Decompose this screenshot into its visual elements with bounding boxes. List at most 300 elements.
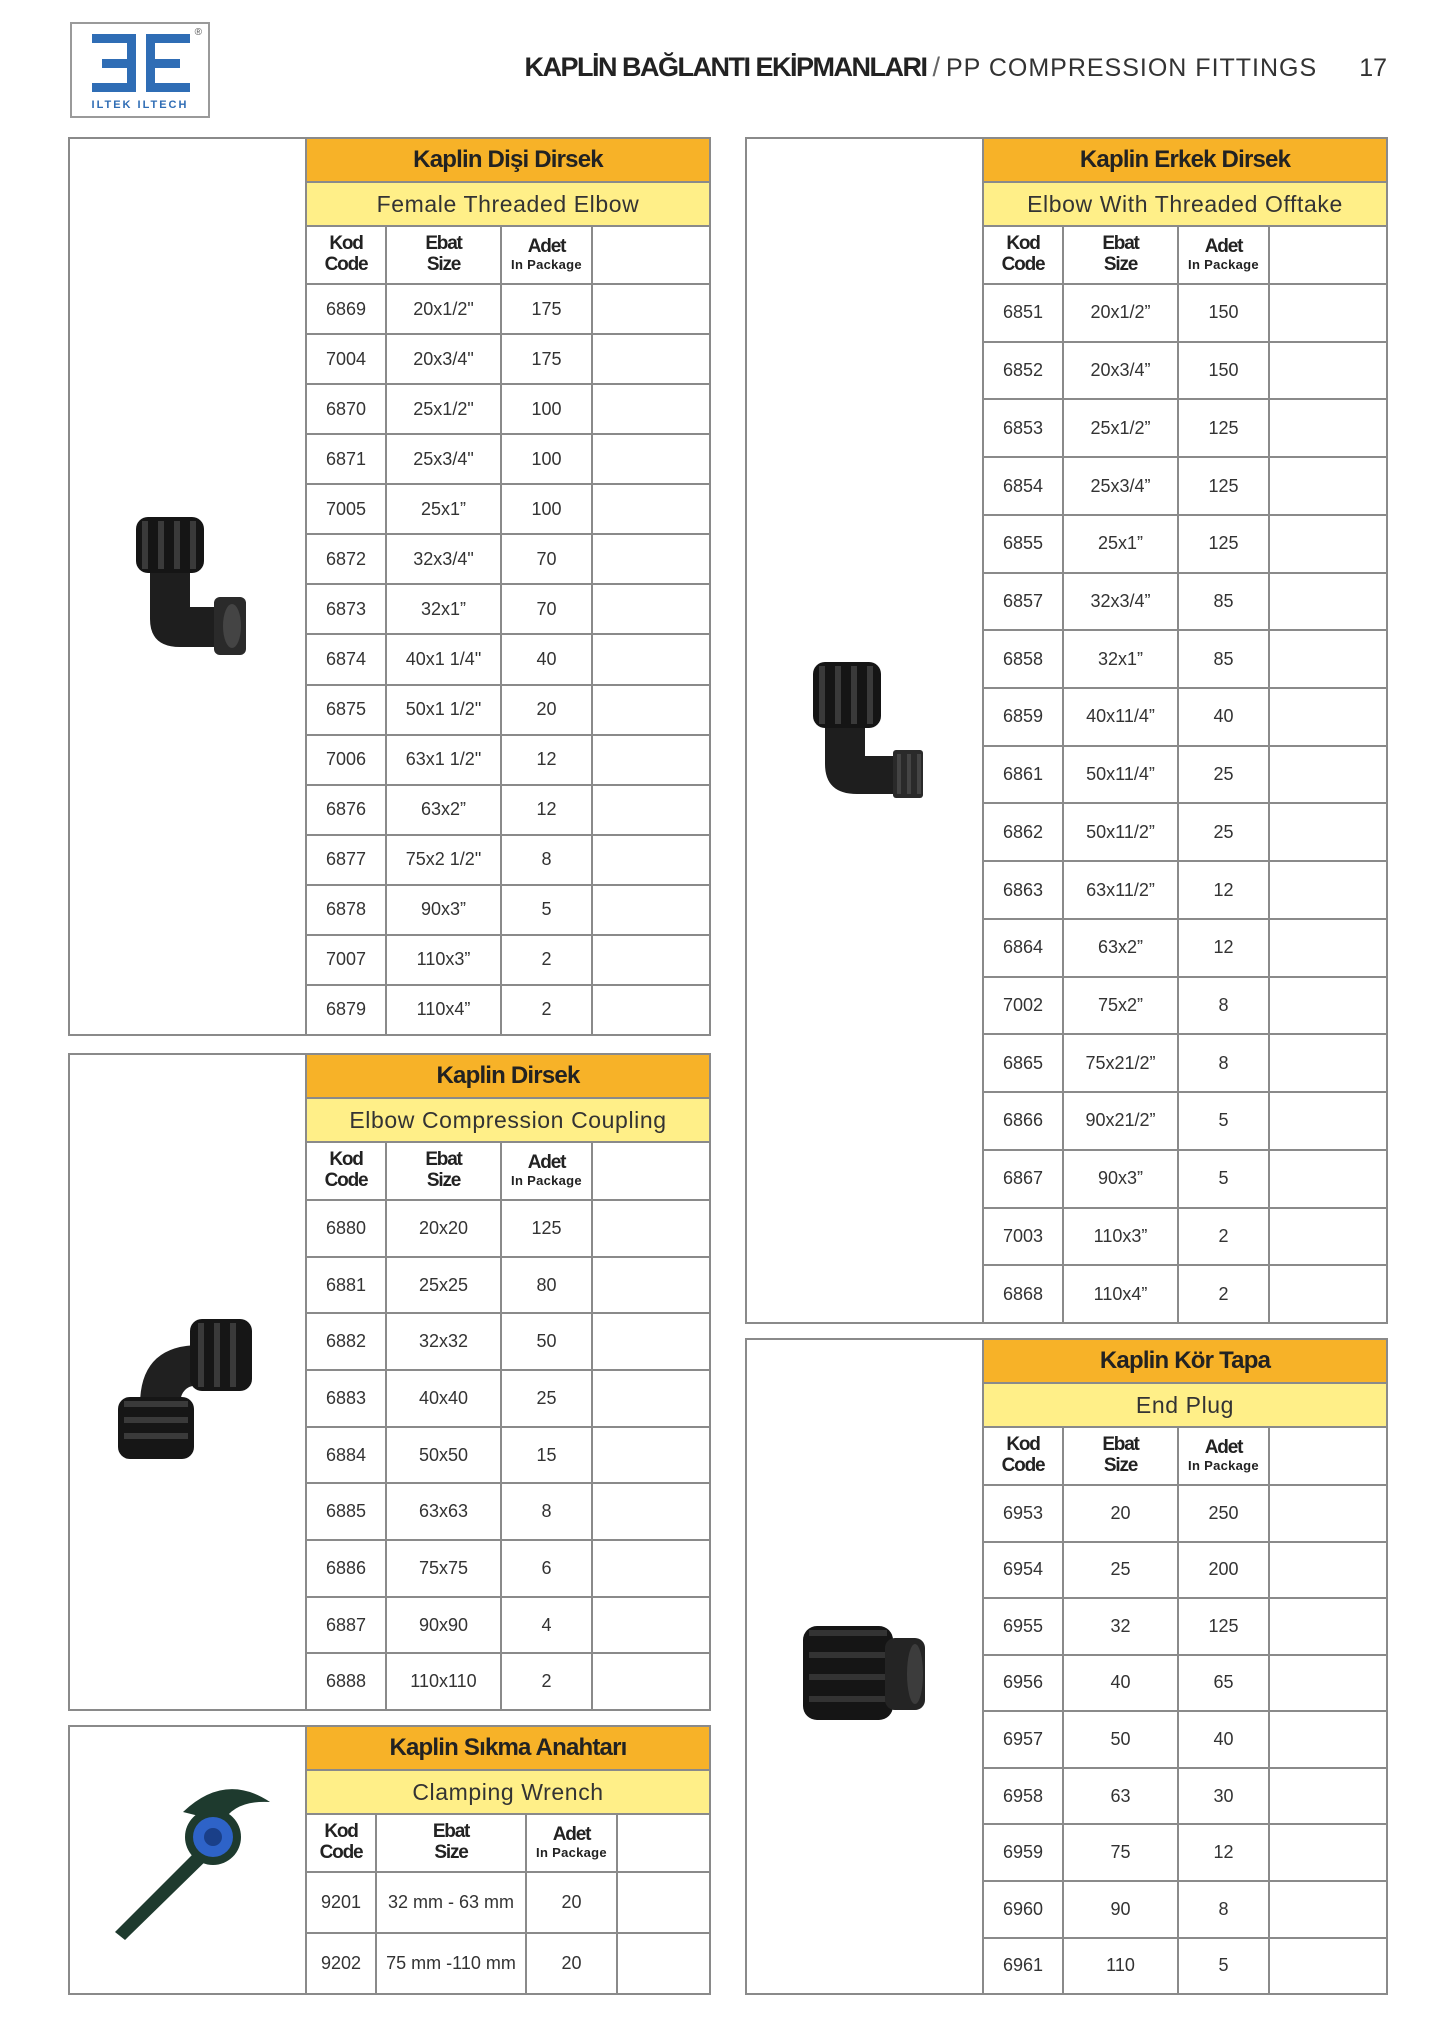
empty-cell xyxy=(1270,1209,1386,1265)
wrench-block xyxy=(68,1725,711,1995)
empty-cell xyxy=(593,1258,709,1313)
code-cell: 6880 xyxy=(307,1201,387,1256)
qty-cell: 40 xyxy=(502,635,593,683)
wrench-column-header xyxy=(307,1815,709,1873)
empty-cell xyxy=(593,1371,709,1426)
code-cell: 6863 xyxy=(984,862,1064,918)
qty-cell: 125 xyxy=(1179,516,1270,572)
logo-text: ILTEK ILTECH xyxy=(91,99,189,111)
qty-column-header: Adet In Package xyxy=(1179,1428,1270,1484)
empty-cell xyxy=(1270,343,1386,399)
code-cell: 6859 xyxy=(984,689,1064,745)
code-cell: 6868 xyxy=(984,1266,1064,1322)
female-elbow-column-header xyxy=(307,227,709,285)
size-cell: 20x3/4” xyxy=(1064,343,1179,399)
wrench-title-en: Clamping Wrench xyxy=(307,1771,709,1815)
empty-cell xyxy=(593,335,709,383)
table-row xyxy=(307,1934,709,1993)
qty-cell: 150 xyxy=(1179,285,1270,341)
table-row xyxy=(307,1258,709,1315)
empty-cell xyxy=(593,786,709,834)
code-cell: 6879 xyxy=(307,986,387,1034)
qty-cell: 20 xyxy=(502,686,593,734)
table-row xyxy=(307,1598,709,1655)
code-cell: 6886 xyxy=(307,1541,387,1596)
page-heading xyxy=(524,52,1387,83)
empty-cell xyxy=(593,836,709,884)
end-plug-block xyxy=(745,1338,1388,1995)
female-elbow-title-tr: Kaplin Dişi Dirsek xyxy=(307,139,709,183)
size-cell: 32x1” xyxy=(1064,631,1179,687)
qty-column-header: Adet In Package xyxy=(527,1815,618,1871)
qty-cell: 100 xyxy=(502,485,593,533)
size-cell: 63x2” xyxy=(387,786,502,834)
empty-cell xyxy=(1270,1939,1386,1994)
size-cell: 25x1/2" xyxy=(387,385,502,433)
qty-cell: 40 xyxy=(1179,689,1270,745)
empty-column-header xyxy=(618,1815,709,1871)
code-cell: 6854 xyxy=(984,458,1064,514)
size-cell: 75 xyxy=(1064,1825,1179,1880)
code-cell: 6955 xyxy=(984,1599,1064,1654)
size-cell: 75 mm -110 mm xyxy=(377,1934,527,1993)
elbow-coupling-fitting-icon xyxy=(110,1305,270,1465)
code-cell: 6852 xyxy=(984,343,1064,399)
size-cell: 25x1” xyxy=(1064,516,1179,572)
code-cell: 9202 xyxy=(307,1934,377,1993)
qty-cell: 6 xyxy=(502,1541,593,1596)
empty-cell xyxy=(1270,1656,1386,1711)
size-cell: 63x11/2” xyxy=(1064,862,1179,918)
code-cell: 6866 xyxy=(984,1093,1064,1149)
size-cell: 110x110 xyxy=(387,1654,502,1709)
code-cell: 6954 xyxy=(984,1543,1064,1598)
code-cell: 6851 xyxy=(984,285,1064,341)
size-column-header: Ebat Size xyxy=(1064,227,1179,283)
end-plug-title-en: End Plug xyxy=(984,1384,1386,1428)
size-cell: 25x3/4" xyxy=(387,435,502,483)
qty-cell: 50 xyxy=(502,1314,593,1369)
size-cell: 90x21/2” xyxy=(1064,1093,1179,1149)
qty-cell: 2 xyxy=(502,1654,593,1709)
code-cell: 6885 xyxy=(307,1484,387,1539)
empty-cell xyxy=(1270,1543,1386,1598)
code-cell: 6960 xyxy=(984,1882,1064,1937)
qty-cell: 125 xyxy=(1179,400,1270,456)
qty-cell: 8 xyxy=(1179,978,1270,1034)
empty-cell xyxy=(1270,400,1386,456)
table-row xyxy=(307,886,709,936)
code-cell: 6953 xyxy=(984,1486,1064,1541)
table-row xyxy=(984,1543,1386,1600)
code-cell: 6876 xyxy=(307,786,387,834)
table-row xyxy=(984,1599,1386,1656)
empty-cell xyxy=(1270,458,1386,514)
size-cell: 50x11/2” xyxy=(1064,804,1179,860)
empty-cell xyxy=(1270,1825,1386,1880)
size-column-header: Ebat Size xyxy=(377,1815,527,1871)
empty-cell xyxy=(593,1541,709,1596)
qty-cell: 100 xyxy=(502,435,593,483)
table-row xyxy=(984,1882,1386,1939)
size-cell: 63 xyxy=(1064,1769,1179,1824)
qty-cell: 12 xyxy=(1179,920,1270,976)
empty-cell xyxy=(1270,978,1386,1034)
qty-column-header: Adet In Package xyxy=(502,227,593,283)
empty-cell xyxy=(1270,1266,1386,1322)
code-cell: 6877 xyxy=(307,836,387,884)
table-row xyxy=(984,920,1386,978)
empty-cell xyxy=(1270,1882,1386,1937)
table-row xyxy=(307,1201,709,1258)
empty-cell xyxy=(1270,804,1386,860)
code-cell: 6864 xyxy=(984,920,1064,976)
page-number: 17 xyxy=(1359,54,1387,82)
table-row xyxy=(984,1712,1386,1769)
table-row xyxy=(307,836,709,886)
table-row xyxy=(307,335,709,385)
qty-cell: 2 xyxy=(1179,1209,1270,1265)
qty-cell: 2 xyxy=(502,936,593,984)
empty-column-header xyxy=(593,227,709,283)
wrench-rows xyxy=(307,1873,709,1993)
size-cell: 110x4” xyxy=(387,986,502,1034)
code-column-header: Kod Code xyxy=(307,1815,377,1871)
empty-cell xyxy=(593,886,709,934)
table-row xyxy=(984,458,1386,516)
size-column-header: Ebat Size xyxy=(387,227,502,283)
table-row xyxy=(984,1486,1386,1543)
male-elbow-column-header xyxy=(984,227,1386,285)
code-cell: 6865 xyxy=(984,1035,1064,1091)
empty-column-header xyxy=(593,1143,709,1199)
code-cell: 7004 xyxy=(307,335,387,383)
size-cell: 63x2” xyxy=(1064,920,1179,976)
female-elbow-fitting-icon xyxy=(128,509,258,659)
code-cell: 6870 xyxy=(307,385,387,433)
empty-cell xyxy=(593,1484,709,1539)
qty-cell: 30 xyxy=(1179,1769,1270,1824)
code-cell: 6883 xyxy=(307,1371,387,1426)
male-elbow-rows xyxy=(984,285,1386,1322)
empty-cell xyxy=(593,1428,709,1483)
size-cell: 50x1 1/2" xyxy=(387,686,502,734)
table-row xyxy=(984,516,1386,574)
table-row xyxy=(984,747,1386,805)
size-cell: 50x11/4” xyxy=(1064,747,1179,803)
size-column-header: Ebat Size xyxy=(387,1143,502,1199)
table-row xyxy=(984,1151,1386,1209)
end-plug-title-tr: Kaplin Kör Tapa xyxy=(984,1340,1386,1384)
table-row xyxy=(307,736,709,786)
male-elbow-block xyxy=(745,137,1388,1324)
table-row xyxy=(984,343,1386,401)
size-cell: 32x3/4" xyxy=(387,535,502,583)
size-cell: 110 xyxy=(1064,1939,1179,1994)
code-column-header: Kod Code xyxy=(984,1428,1064,1484)
qty-column-header: Adet In Package xyxy=(1179,227,1270,283)
size-cell: 32 xyxy=(1064,1599,1179,1654)
table-row xyxy=(307,1873,709,1934)
code-column-header: Kod Code xyxy=(307,227,387,283)
registered-mark: ® xyxy=(194,27,202,38)
size-column-header: Ebat Size xyxy=(1064,1428,1179,1484)
code-cell: 6873 xyxy=(307,585,387,633)
size-cell: 110x3” xyxy=(1064,1209,1179,1265)
size-cell: 20x20 xyxy=(387,1201,502,1256)
size-cell: 75x2” xyxy=(1064,978,1179,1034)
size-cell: 32x3/4” xyxy=(1064,574,1179,630)
code-cell: 6884 xyxy=(307,1428,387,1483)
size-cell: 40 xyxy=(1064,1656,1179,1711)
qty-cell: 70 xyxy=(502,585,593,633)
table-row xyxy=(984,1209,1386,1267)
code-cell: 6875 xyxy=(307,686,387,734)
code-cell: 6869 xyxy=(307,285,387,333)
end-plug-fitting-icon xyxy=(797,1618,937,1728)
logo-mark-icon xyxy=(82,32,200,94)
empty-cell xyxy=(593,1201,709,1256)
size-cell: 40x40 xyxy=(387,1371,502,1426)
table-row xyxy=(307,385,709,435)
empty-cell xyxy=(1270,631,1386,687)
size-cell: 25x3/4” xyxy=(1064,458,1179,514)
table-row xyxy=(984,1656,1386,1713)
code-column-header: Kod Code xyxy=(307,1143,387,1199)
table-row xyxy=(984,1939,1386,1994)
size-cell: 25x1/2” xyxy=(1064,400,1179,456)
code-cell: 6887 xyxy=(307,1598,387,1653)
empty-cell xyxy=(1270,1035,1386,1091)
empty-cell xyxy=(1270,1486,1386,1541)
qty-cell: 5 xyxy=(1179,1093,1270,1149)
male-elbow-fitting-icon xyxy=(807,654,937,804)
elbow-coupling-photo xyxy=(70,1055,307,1709)
elbow-coupling-column-header xyxy=(307,1143,709,1201)
table-row xyxy=(307,1314,709,1371)
wrench-photo xyxy=(70,1727,307,1993)
code-cell: 6857 xyxy=(984,574,1064,630)
size-cell: 110x3” xyxy=(387,936,502,984)
size-cell: 63x63 xyxy=(387,1484,502,1539)
empty-cell xyxy=(1270,516,1386,572)
qty-cell: 175 xyxy=(502,285,593,333)
empty-cell xyxy=(593,1654,709,1709)
size-cell: 75x75 xyxy=(387,1541,502,1596)
female-elbow-title-en: Female Threaded Elbow xyxy=(307,183,709,227)
empty-cell xyxy=(1270,1712,1386,1767)
qty-cell: 5 xyxy=(1179,1151,1270,1207)
size-cell: 50 xyxy=(1064,1712,1179,1767)
table-row xyxy=(984,1035,1386,1093)
size-cell: 75x21/2” xyxy=(1064,1035,1179,1091)
code-cell: 6957 xyxy=(984,1712,1064,1767)
empty-cell xyxy=(1270,1093,1386,1149)
code-cell: 7005 xyxy=(307,485,387,533)
size-cell: 40x1 1/4" xyxy=(387,635,502,683)
size-cell: 32 mm - 63 mm xyxy=(377,1873,527,1932)
qty-cell: 5 xyxy=(502,886,593,934)
code-cell: 6888 xyxy=(307,1654,387,1709)
qty-cell: 70 xyxy=(502,535,593,583)
table-row xyxy=(307,1371,709,1428)
table-row xyxy=(307,1484,709,1541)
empty-cell xyxy=(593,1598,709,1653)
size-cell: 90 xyxy=(1064,1882,1179,1937)
size-cell: 63x1 1/2" xyxy=(387,736,502,784)
empty-cell xyxy=(1270,689,1386,745)
female-elbow-block xyxy=(68,137,711,1036)
size-cell: 90x3” xyxy=(387,886,502,934)
table-row xyxy=(307,635,709,685)
table-row xyxy=(984,978,1386,1036)
empty-cell xyxy=(1270,1769,1386,1824)
code-cell: 6958 xyxy=(984,1769,1064,1824)
code-cell: 6961 xyxy=(984,1939,1064,1994)
male-elbow-photo xyxy=(747,139,984,1322)
size-cell: 32x32 xyxy=(387,1314,502,1369)
empty-cell xyxy=(593,986,709,1034)
female-elbow-rows xyxy=(307,285,709,1034)
table-row xyxy=(984,804,1386,862)
code-cell: 6853 xyxy=(984,400,1064,456)
empty-cell xyxy=(593,936,709,984)
table-row xyxy=(984,1825,1386,1882)
qty-cell: 80 xyxy=(502,1258,593,1313)
elbow-coupling-title-tr: Kaplin Dirsek xyxy=(307,1055,709,1099)
empty-cell xyxy=(593,736,709,784)
male-elbow-title-en: Elbow With Threaded Offtake xyxy=(984,183,1386,227)
empty-cell xyxy=(593,285,709,333)
empty-cell xyxy=(1270,1599,1386,1654)
size-cell: 90x3” xyxy=(1064,1151,1179,1207)
qty-cell: 8 xyxy=(502,836,593,884)
empty-cell xyxy=(593,1314,709,1369)
empty-cell xyxy=(593,535,709,583)
qty-cell: 100 xyxy=(502,385,593,433)
table-row xyxy=(307,285,709,335)
empty-cell xyxy=(593,635,709,683)
code-cell: 6881 xyxy=(307,1258,387,1313)
table-row xyxy=(984,689,1386,747)
code-cell: 6959 xyxy=(984,1825,1064,1880)
size-cell: 25x25 xyxy=(387,1258,502,1313)
qty-cell: 5 xyxy=(1179,1939,1270,1994)
end-plug-photo xyxy=(747,1340,984,1993)
size-cell: 90x90 xyxy=(387,1598,502,1653)
code-cell: 6858 xyxy=(984,631,1064,687)
table-row xyxy=(307,1654,709,1709)
table-row xyxy=(307,1428,709,1485)
qty-cell: 20 xyxy=(527,1873,618,1932)
empty-cell xyxy=(1270,920,1386,976)
qty-cell: 150 xyxy=(1179,343,1270,399)
code-cell: 6867 xyxy=(984,1151,1064,1207)
elbow-coupling-block xyxy=(68,1053,711,1711)
qty-cell: 4 xyxy=(502,1598,593,1653)
table-row xyxy=(307,986,709,1034)
male-elbow-title-tr: Kaplin Erkek Dirsek xyxy=(984,139,1386,183)
elbow-coupling-title-en: Elbow Compression Coupling xyxy=(307,1099,709,1143)
female-elbow-photo xyxy=(70,139,307,1034)
qty-cell: 85 xyxy=(1179,574,1270,630)
qty-cell: 8 xyxy=(502,1484,593,1539)
qty-cell: 12 xyxy=(1179,1825,1270,1880)
qty-cell: 2 xyxy=(1179,1266,1270,1322)
table-row xyxy=(307,1541,709,1598)
size-cell: 75x2 1/2" xyxy=(387,836,502,884)
qty-cell: 25 xyxy=(1179,747,1270,803)
empty-cell xyxy=(1270,862,1386,918)
code-cell: 6871 xyxy=(307,435,387,483)
empty-cell xyxy=(593,686,709,734)
code-cell: 6862 xyxy=(984,804,1064,860)
table-row xyxy=(984,1769,1386,1826)
size-cell: 20x1/2" xyxy=(387,285,502,333)
heading-title-en: PP COMPRESSION FITTINGS xyxy=(945,54,1318,82)
code-cell: 6872 xyxy=(307,535,387,583)
qty-cell: 8 xyxy=(1179,1882,1270,1937)
table-row xyxy=(307,435,709,485)
code-cell: 6861 xyxy=(984,747,1064,803)
empty-cell xyxy=(593,435,709,483)
size-cell: 50x50 xyxy=(387,1428,502,1483)
qty-cell: 12 xyxy=(502,736,593,784)
table-row xyxy=(984,631,1386,689)
size-cell: 25x1” xyxy=(387,485,502,533)
table-row xyxy=(307,686,709,736)
qty-cell: 40 xyxy=(1179,1712,1270,1767)
qty-cell: 20 xyxy=(527,1934,618,1993)
qty-cell: 65 xyxy=(1179,1656,1270,1711)
table-row xyxy=(307,936,709,986)
code-cell: 7007 xyxy=(307,936,387,984)
qty-cell: 25 xyxy=(1179,804,1270,860)
empty-cell xyxy=(1270,574,1386,630)
size-cell: 40x11/4” xyxy=(1064,689,1179,745)
qty-column-header: Adet In Package xyxy=(502,1143,593,1199)
heading-title-tr: KAPLİN BAĞLANTI EKİPMANLARI xyxy=(524,52,927,82)
size-cell: 110x4” xyxy=(1064,1266,1179,1322)
table-row xyxy=(984,862,1386,920)
code-cell: 6855 xyxy=(984,516,1064,572)
qty-cell: 85 xyxy=(1179,631,1270,687)
end-plug-column-header xyxy=(984,1428,1386,1486)
heading-separator: / xyxy=(932,52,940,82)
empty-column-header xyxy=(1270,1428,1386,1484)
qty-cell: 25 xyxy=(502,1371,593,1426)
empty-cell xyxy=(618,1873,709,1932)
empty-cell xyxy=(618,1934,709,1993)
wrench-title-tr: Kaplin Sıkma Anahtarı xyxy=(307,1727,709,1771)
empty-cell xyxy=(593,585,709,633)
table-row xyxy=(307,585,709,635)
empty-cell xyxy=(593,485,709,533)
code-cell: 6874 xyxy=(307,635,387,683)
size-cell: 32x1” xyxy=(387,585,502,633)
size-cell: 20x1/2” xyxy=(1064,285,1179,341)
qty-cell: 12 xyxy=(502,786,593,834)
qty-cell: 8 xyxy=(1179,1035,1270,1091)
qty-cell: 12 xyxy=(1179,862,1270,918)
qty-cell: 175 xyxy=(502,335,593,383)
table-row xyxy=(984,285,1386,343)
table-row xyxy=(984,1093,1386,1151)
clamping-wrench-icon xyxy=(105,1782,275,1942)
table-row xyxy=(984,1266,1386,1322)
table-row xyxy=(984,400,1386,458)
code-cell: 6956 xyxy=(984,1656,1064,1711)
